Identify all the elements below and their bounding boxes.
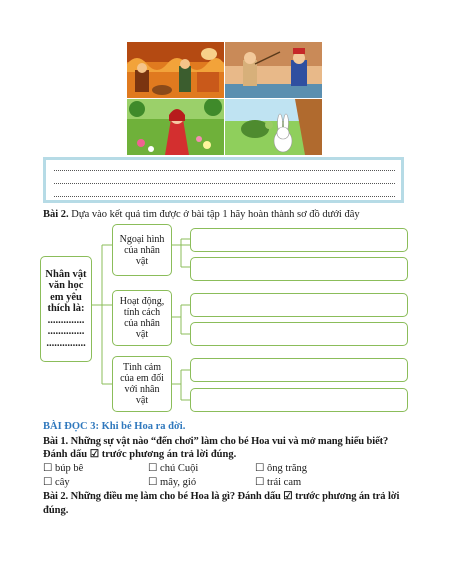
question-2-text: Bài 2. Những điều mẹ làm cho bé Hoa là gì? Đánh dấu ☑ trước phương án trả lời <box>43 491 400 502</box>
tortoise-and-hare-illustration <box>225 99 322 155</box>
question-2-text-cont: đúng. <box>43 505 69 516</box>
answer-field-personality-2[interactable] <box>190 322 408 346</box>
answer-line[interactable] <box>54 186 395 197</box>
option-cloud-wind[interactable]: ☐ mây, gió <box>148 477 197 488</box>
question-1-text: Bài 1. Những sự vật nào “đến chơi” làm cho bé Hoa vui và mở mang hiểu biết? <box>43 436 389 447</box>
market-scene-illustration <box>127 42 224 98</box>
option-chu-cuoi[interactable]: ☐ chú Cuội <box>148 463 199 474</box>
answer-field-appearance-1[interactable] <box>190 228 408 252</box>
option-doll[interactable]: ☐ búp bê <box>43 463 84 474</box>
answer-field-appearance-2[interactable] <box>190 257 408 281</box>
answer-field-personality-1[interactable] <box>190 293 408 317</box>
answer-field-feelings-2[interactable] <box>190 388 408 412</box>
branch-personality-box: Hoạt động, tính cách của nhân vật <box>112 290 172 346</box>
option-tree[interactable]: ☐ cây <box>43 477 70 488</box>
branch-feelings-box: Tình cảm của em đối với nhân vật <box>112 356 172 412</box>
reading-3-title: BÀI ĐỌC 3: Khi bé Hoa ra đời. <box>43 421 186 432</box>
diagram-root-box: Nhân vật văn học em yêu thích là: .............. .............. ............... <box>40 256 92 362</box>
fishing-scene-illustration <box>225 42 322 98</box>
answer-field-feelings-1[interactable] <box>190 358 408 382</box>
option-moon[interactable]: ☐ ông trăng <box>255 463 307 474</box>
branch-appearance-box: Ngoại hình của nhân vật <box>112 224 172 276</box>
answer-line[interactable] <box>54 160 395 171</box>
question-1-instruction: Đánh dấu ☑ trước phương án trả lời đúng. <box>43 449 237 460</box>
option-orange[interactable]: ☐ trái cam <box>255 477 302 488</box>
answer-line[interactable] <box>54 173 395 184</box>
red-riding-hood-illustration <box>127 99 224 155</box>
answer-box[interactable] <box>43 157 404 203</box>
exercise-2-instruction: Bài 2. Dựa vào kết quả tìm được ở bài tập 1 hãy hoàn thành sơ đồ dưới đây <box>43 209 360 220</box>
